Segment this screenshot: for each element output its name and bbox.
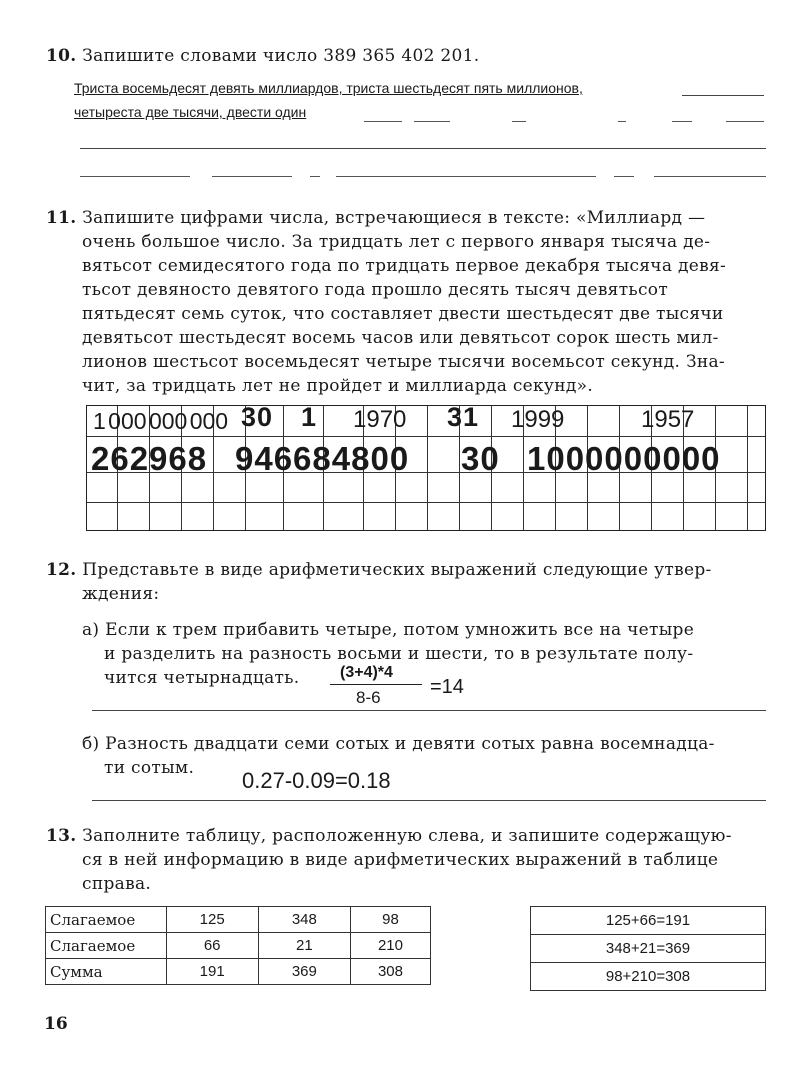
grid-value-30-row2: 30: [461, 440, 500, 477]
grid-value-1000000000: 1000000000: [527, 440, 721, 477]
task-12a-text: [82, 618, 768, 690]
task-11-line: девятьсот шестьдесят восемь часов или девятьсот сорок шесть мил-: [82, 328, 719, 348]
task-12-number: 12.: [46, 560, 77, 580]
table-row: [46, 933, 431, 959]
grid-value-1970: 1970: [353, 406, 407, 433]
expression-cell: 125+66=191: [531, 907, 766, 935]
table-cell: 369: [258, 959, 350, 985]
table-cell: 125: [166, 907, 258, 933]
table-cell: 210: [350, 933, 430, 959]
task-10-prompt: [46, 44, 479, 68]
row-label: Слагаемое: [46, 933, 167, 959]
expression-cell: 98+210=308: [531, 963, 766, 991]
table-cell: 66: [166, 933, 258, 959]
table-row: [46, 907, 431, 933]
task-12a-denominator: 8-6: [356, 688, 381, 707]
grid-value-billion: 1 000 000 000: [93, 408, 229, 434]
expression-cell: 348+21=369: [531, 935, 766, 963]
task-12a-line: а) Если к трем прибавить четыре, потом умножить все на четыре: [82, 620, 695, 640]
task-12-line: Представьте в виде арифметических выражений следующие утвер-: [82, 560, 712, 580]
grid-value-31: 31: [447, 402, 480, 432]
task-11-text: [46, 206, 768, 398]
task-13-line: справа.: [82, 874, 152, 894]
task-11-line: тьсот девяносто девятого года прошло десять тысяч девятьсот: [82, 280, 669, 300]
task-12b-line: ти сотым.: [104, 758, 195, 778]
grid-value-1957: 1957: [641, 406, 695, 433]
table-row: [531, 935, 766, 963]
task-11-line: чит, за тридцать лет не пройдет и миллиарда секунд».: [82, 376, 594, 396]
task-12-line: ждения:: [82, 584, 160, 604]
table-row: [531, 963, 766, 991]
grid-value-1999: 1999: [511, 406, 565, 433]
table-row: [531, 907, 766, 935]
task-13-line: Заполните таблицу, расположенную слева, и запишите содержащую-: [82, 826, 732, 846]
task-12b-line: б) Разность двадцати семи сотых и девяти сотых равна восемнадца-: [82, 734, 715, 754]
addition-table: [45, 906, 431, 985]
grid-value-30: 30: [241, 402, 274, 432]
task-12-prompt: [46, 558, 768, 606]
table-cell: 98: [350, 907, 430, 933]
expressions-table: [530, 906, 766, 991]
task-11-number: 11.: [46, 208, 77, 228]
task-10-answer-line-2: четыреста две тысячи, двести один: [74, 104, 307, 120]
task-11-line: пятьдесят семь суток, что составляет двести шестьдесят две тысячи: [82, 304, 724, 324]
row-label: Слагаемое: [46, 907, 167, 933]
task-12a-numerator: (3+4)*4: [340, 664, 393, 681]
task-12a-line: и разделить на разность восьми и шести, то в результате полу-: [104, 644, 694, 664]
table-row: [46, 959, 431, 985]
task-12a-line: чится четырнадцать.: [104, 668, 300, 688]
task-13-number: 13.: [46, 826, 77, 846]
task-11-line: очень большое число. За тридцать лет с первого января тысяча де-: [82, 232, 711, 252]
table-cell: 21: [258, 933, 350, 959]
task-12b-answer: 0.27-0.09=0.18: [242, 768, 391, 793]
table-cell: 348: [258, 907, 350, 933]
task-11-line: Запишите цифрами числа, встречающиеся в тексте: «Миллиард —: [82, 208, 706, 228]
task-10-text: Запишите словами число 389 365 402 201.: [82, 46, 480, 66]
task-12b-text: [82, 732, 768, 780]
table-cell: 308: [350, 959, 430, 985]
grid-value-262968: 262968: [91, 440, 208, 477]
row-label: Сумма: [46, 959, 167, 985]
task-10-answer-line-1: Триста восемьдесят девять миллиардов, триста шестьдесят пять миллионов,: [74, 80, 583, 96]
table-cell: 191: [166, 959, 258, 985]
task-11-line: лионов шестьсот восемьдесят четыре тысячи восемьсот секунд. Зна-: [82, 352, 725, 372]
answer-grid: [86, 402, 766, 531]
task-12a-result: =14: [430, 676, 464, 698]
task-10-number: 10.: [46, 46, 77, 66]
task-13-line: ся в ней информацию в виде арифметических выражений в таблице: [82, 850, 719, 870]
page-number: 16: [44, 1014, 68, 1034]
task-13-text: [46, 824, 768, 896]
task-11-line: вятьсот семидесятого года по тридцать первое декабря тысяча девя-: [82, 256, 727, 276]
grid-value-946684800: 946684800: [235, 440, 410, 477]
grid-value-1: 1: [301, 402, 318, 432]
